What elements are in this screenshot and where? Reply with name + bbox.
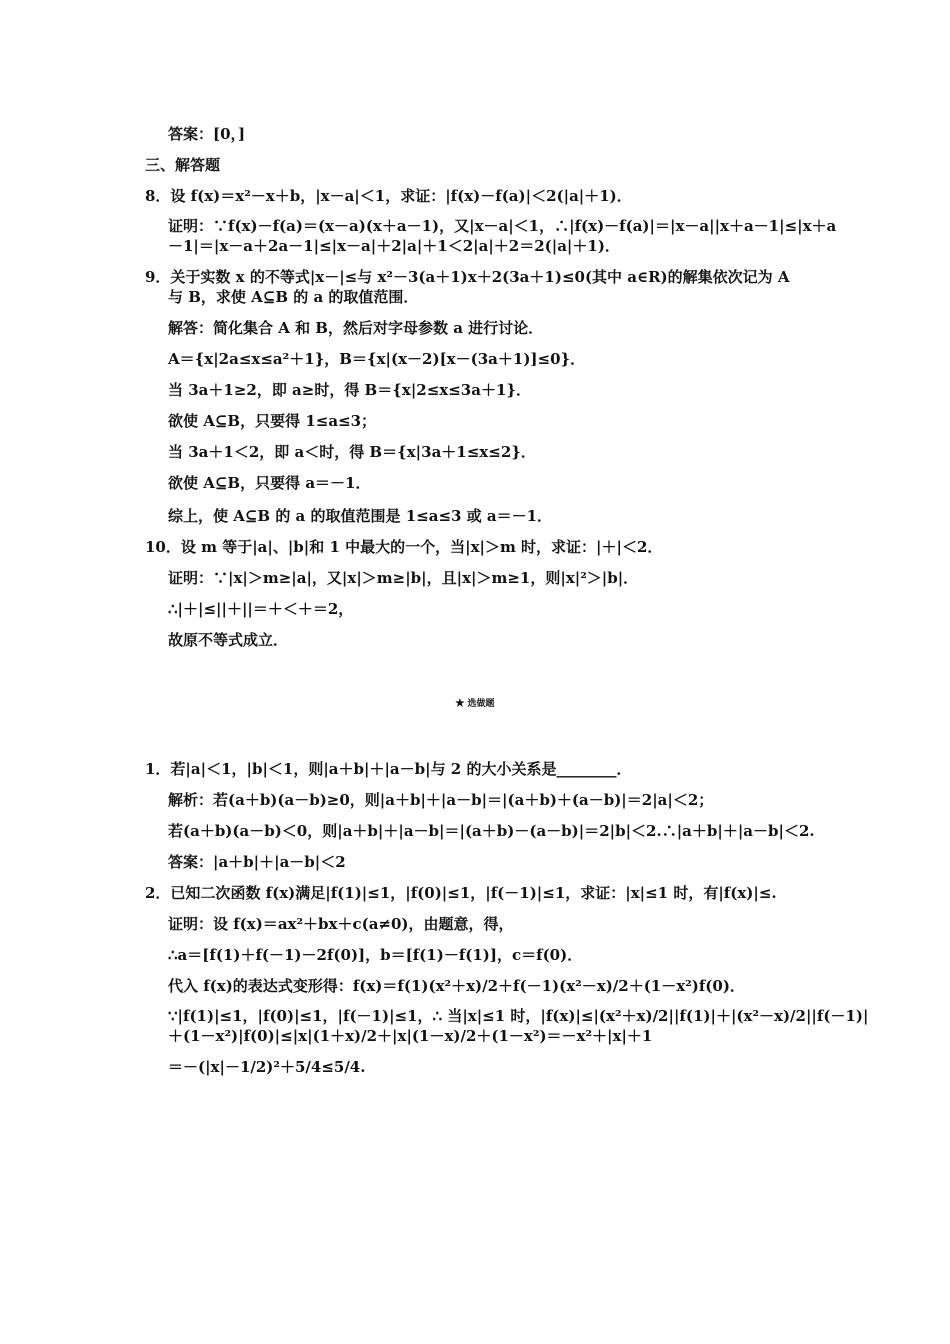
problem-8-proof-line: －1|＝|x－a＋2a－1|≤|x－a|＋2|a|＋1＜2|a|＋2＝2(|a|＋1)． [168, 237, 620, 255]
optional-problem-2-proof-line: ＋(1－x²)|f(0)|≤|x|(1＋x)/2＋|x|(1－x)/2＋(1－x²)＝－x²＋|x|＋1 [168, 1027, 653, 1045]
problem-10-proof-line: 故原不等式成立． [168, 631, 289, 649]
problem-8-proof-line: 证明：∵f(x)－f(a)＝(x－a)(x＋a－1)，又|x－a|＜1，∴|f(x)－f(a)|＝|x－a||x＋a－1|≤|x＋a [168, 217, 837, 235]
optional-problem-1-answer: 答案：|a＋b|＋|a－b|＜2 [168, 853, 346, 871]
problem-9-solution-line: 解答：简化集合 A 和 B，然后对字母参数 a 进行讨论． [168, 319, 544, 337]
problem-9-statement: 9．关于实数 x 的不等式|x－|≤与 x²－3(a＋1)x＋2(3a＋1)≤0(其中 a∈R)的解集依次记为 A [145, 268, 790, 286]
problem-10-proof-line: ∴|＋|≤||＋||＝＋＜＋＝2， [168, 600, 354, 618]
optional-problem-2-proof-line: ∴a＝[f(1)＋f(－1)－2f(0)]，b＝[f(1)－f(1)]，c＝f(0)． [168, 946, 583, 964]
optional-problem-1-analysis-line: 若(a＋b)(a－b)＜0，则|a＋b|＋|a－b|＝|(a＋b)－(a－b)|＝2|b|＜2.∴|a＋b|＋|a－b|＜2. [168, 822, 815, 840]
problem-9-solution-line: 当 3a＋1≥2，即 a≥时，得 B＝{x|2≤x≤3a＋1}． [168, 381, 532, 399]
problem-8-statement: 8．设 f(x)＝x²－x＋b，|x－a|＜1，求证：|f(x)－f(a)|＜2(|a|＋1)． [145, 187, 632, 205]
optional-problem-2-proof-line: 证明：设 f(x)＝ax²＋bx＋c(a≠0)，由题意，得， [168, 915, 514, 933]
optional-problem-2-statement: 2．已知二次函数 f(x)满足|f(1)|≤1，|f(0)|≤1，|f(－1)|≤1，求证：|x|≤1 时，有|f(x)|≤. [145, 884, 777, 902]
section-heading: 三、解答题 [145, 156, 221, 174]
optional-problem-2-proof-line: ∵|f(1)|≤1，|f(0)|≤1，|f(－1)|≤1，∴ 当|x|≤1 时，|f(x)|≤|(x²＋x)/2||f(1)|＋|(x²－x)/2||f(－1)| [168, 1007, 869, 1025]
problem-10-statement: 10．设 m 等于|a|、|b|和 1 中最大的一个，当|x|＞m 时，求证：|＋|＜2． [145, 538, 663, 556]
optional-problem-2-proof-line: ＝－(|x|－1/2)²＋5/4≤5/4. [168, 1058, 366, 1076]
problem-10-proof-line: 证明：∵|x|＞m≥|a|，又|x|＞m≥|b|，且|x|＞m≥1，则|x|²＞|b|． [168, 569, 639, 587]
optional-section-title: ★ 选做题 [455, 699, 495, 709]
optional-problem-1-statement: 1．若|a|＜1，|b|＜1，则|a＋b|＋|a－b|与 2 的大小关系是________． [145, 760, 632, 778]
problem-9-solution-line: 欲使 A⊆B，只要得 a＝－1． [168, 474, 371, 492]
problem-9-statement: 与 B，求使 A⊆B 的 a 的取值范围． [168, 288, 419, 306]
problem-9-solution-line: 欲使 A⊆B，只要得 1≤a≤3； [168, 412, 377, 430]
problem-9-solution-line: 综上，使 A⊆B 的 a 的取值范围是 1≤a≤3 或 a＝－1． [168, 507, 553, 525]
problem-9-solution-line: 当 3a＋1＜2，即 a＜时，得 B＝{x|3a＋1≤x≤2}． [168, 443, 536, 461]
problem-9-solution-line: A＝{x|2a≤x≤a²＋1}，B＝{x|(x－2)[x－(3a＋1)]≤0}． [168, 350, 586, 368]
optional-problem-2-proof-line: 代入 f(x)的表达式变形得：f(x)＝f(1)(x²＋x)/2＋f(－1)(x²－x)/2＋(1－x²)f(0)． [168, 977, 745, 995]
optional-problem-1-analysis-line: 解析：若(a＋b)(a－b)≥0，则|a＋b|＋|a－b|＝|(a＋b)＋(a－b)|＝2|a|＜2； [168, 791, 714, 809]
answer-line: 答案：[0，] [168, 125, 246, 143]
